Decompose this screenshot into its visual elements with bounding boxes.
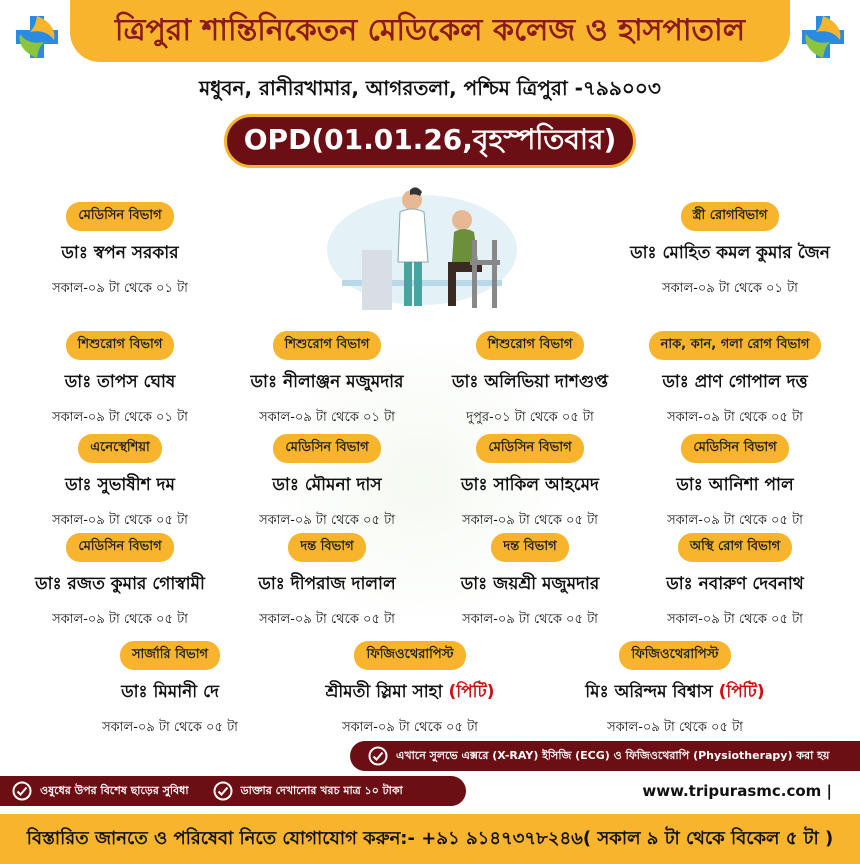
doctor-card [15,434,225,532]
doctor-timing: সকাল-০৯ টা থেকে ০৫ টা [607,720,743,735]
title-banner [70,0,790,62]
doctor-name: ডাঃ দীপরাজ দালাল [258,574,396,594]
doctor-card [425,331,635,429]
doctor-name: ডাঃ অলিভিয়া দাশগুপ্ত [451,372,609,392]
doctor-name: ডাঃ নবারুণ দেবনাথ [666,574,804,594]
department-badge: শিশুরোগ বিভাগ [273,331,382,360]
feature-fee-text: ডাক্তার দেখানোর খরচ মাত্র ১০ টাকা [240,783,403,797]
check-circle-icon [213,781,233,801]
department-badge: মেডিসিন বিভাগ [66,533,173,562]
doctor-name: ডাঃ তাপস ঘোষ [64,372,176,392]
doctor-timing: সকাল-০৯ টা থেকে ০৫ টা [102,720,238,735]
doctor-card [222,434,432,532]
doctor-timing: সকাল-০৯ টা থেকে ০৫ টা [667,410,803,425]
department-badge: দন্ত বিভাগ [288,533,365,562]
doctor-timing: দুপুর-০১ টা থেকে ০৫ টা [466,410,594,425]
department-badge: শিশুরোগ বিভাগ [66,331,175,360]
contact-bar [0,814,860,864]
doctor-timing: সকাল-০৯ টা থেকে ০৫ টা [259,513,395,528]
address-text: মধুবন, রানীরখামার, আগরতলা, পশ্চিম ত্রিপুরা -৭৯৯০০৩ [199,76,661,100]
hospital-title: ত্রিপুরা শান্তিনিকেতন মেডিকেল কলেজ ও হাসপাতাল [114,12,746,48]
doctor-name: ডাঃ জয়শ্রী মজুমদার [460,574,600,594]
doctor-card [610,202,850,300]
check-circle-icon [12,781,32,801]
doctor-name: ডাঃ রজত কুমার গোস্বামী [35,574,205,594]
doctor-name: ডাঃ সুভাষীশ দম [65,475,175,495]
cross-logo-icon [798,12,848,62]
doctor-timing: সকাল-০৯ টা থেকে ০৫ টা [52,612,188,627]
department-badge: নাক, কান, গলা রোগ বিভাগ [649,331,822,360]
pt-suffix: (পিটি) [718,682,765,702]
doctor-timing: সকাল-০৯ টা থেকে ০৫ টা [462,612,598,627]
pt-suffix: (পিটি) [448,682,495,702]
doctor-card [15,331,225,429]
check-circle-icon [368,746,388,766]
department-badge: ফিজিওথেরাপিস্ট [354,641,465,670]
department-badge: অস্থি রোগ বিভাগ [678,533,792,562]
doctor-timing: সকাল-০৯ টা থেকে ০৫ টা [667,513,803,528]
doctor-card [425,533,635,631]
department-badge: মেডিসিন বিভাগ [66,202,173,231]
feature-discount-text: ওষুধের উপর বিশেষ ছাড়ের সুবিধা [40,783,189,797]
department-badge: স্ত্রী রোগবিভাগ [681,202,780,231]
department-badge: মেডিসিন বিভাগ [476,434,583,463]
doctor-name [560,679,790,707]
opd-date-banner [224,114,636,168]
doctor-name: ডাঃ স্বপন সরকার [61,243,179,263]
contact-text: বিস্তারিত জানতে ও পরিষেবা নিতে যোগাযোগ করুন:- +৯১ ৯১৪৭৩৭৮২৪৬( সকাল ৯ টা থেকে বিকেল ৫ টা ) [26,827,834,849]
doctor-name: ডাঃ সাকিল আহমেদ [461,475,599,495]
department-badge: মেডিসিন বিভাগ [273,434,380,463]
services-info-bar [350,741,860,771]
doctor-name: ডাঃ প্রাণ গোপাল দত্ত [662,372,808,392]
doctor-timing: সকাল-০৯ টা থেকে ০১ টা [52,410,188,425]
doctor-card [425,434,635,532]
doctor-card [295,641,525,739]
doctor-card [560,641,790,739]
doctor-name: ডাঃ মোহিত কমল কুমার জৈন [630,243,830,263]
cross-logo-icon [12,12,62,62]
doctor-name [295,679,525,707]
doctor-timing: সকাল-০৯ টা থেকে ০৫ টা [667,612,803,627]
doctor-card [65,641,275,739]
doctor-card [630,331,840,429]
department-badge: শিশুরোগ বিভাগ [476,331,585,360]
website-link[interactable]: www.tripurasmc.com | [642,782,832,800]
department-badge: এনেস্থেশিয়া [78,434,162,463]
department-badge: সার্জারি বিভাগ [120,641,220,670]
doctor-timing: সকাল-০৯ টা থেকে ০৫ টা [462,513,598,528]
doctor-name-text: মিঃ অরিন্দম বিশ্বাস [585,682,713,702]
doctor-card [15,533,225,631]
department-badge: দন্ত বিভাগ [491,533,568,562]
doctor-name: ডাঃ মৌমনা দাস [272,475,382,495]
services-info-text: এখানে সুলভে এক্সরে (X-RAY) ইসিজি (ECG) ও ফিজিওথেরাপি (Physiotherapy) করা হয় [396,748,830,762]
doctor-name: ডাঃ আনিশা পাল [676,475,794,495]
doctor-card [222,533,432,631]
doctor-name: ডাঃ মিমানী দে [121,682,219,702]
department-badge: ফিজিওথেরাপিস্ট [619,641,730,670]
opd-date-text: OPD(01.01.26,বৃহস্পতিবার) [243,122,617,156]
doctor-card [630,533,840,631]
doctor-card [222,331,432,429]
features-bar [0,776,466,806]
department-badge: মেডিসিন বিভাগ [681,434,788,463]
doctor-card [630,434,840,532]
doctor-timing: সকাল-০৯ টা থেকে ০১ টা [259,410,395,425]
doctor-timing: সকাল-০৯ টা থেকে ০১ টা [52,281,188,296]
doctor-timing: সকাল-০৯ টা থেকে ০৫ টা [342,720,478,735]
doctor-card [15,202,225,300]
doctor-patient-illustration [322,180,522,315]
doctor-name-text: শ্রীমতী স্লিমা সাহা [325,682,443,702]
doctor-timing: সকাল-০৯ টা থেকে ০৫ টা [52,513,188,528]
doctor-timing: সকাল-০৯ টা থেকে ০১ টা [662,281,798,296]
doctor-timing: সকাল-০৯ টা থেকে ০৫ টা [259,612,395,627]
doctor-name: ডাঃ নীলাঞ্জন মজুমদার [250,372,404,392]
